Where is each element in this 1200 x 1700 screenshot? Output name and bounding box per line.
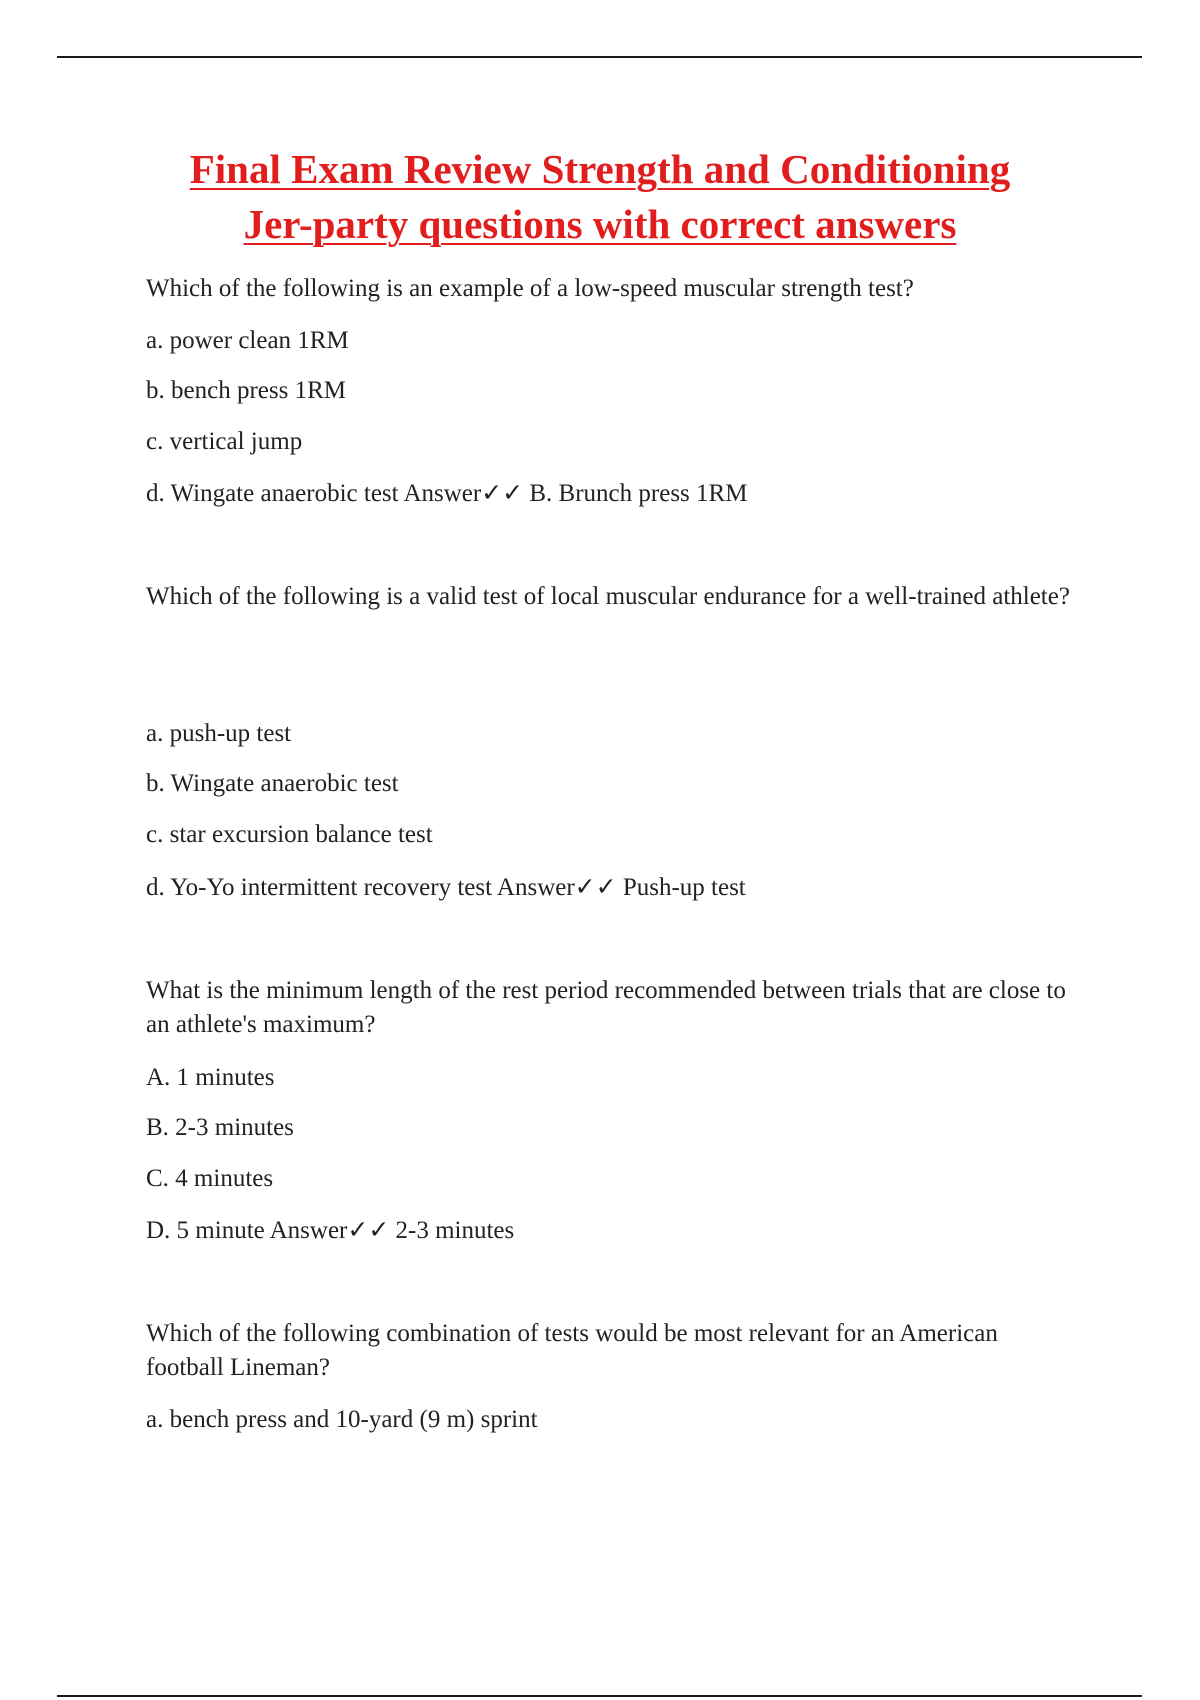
question-3-option-c: C. 4 minutes <box>146 1165 274 1192</box>
question-2-option-c: c. star excursion balance test <box>146 821 433 848</box>
question-1-option-c: c. vertical jump <box>146 428 303 455</box>
title-line-2: Jer-party questions with correct answers <box>243 201 957 247</box>
bottom-rule <box>57 1695 1142 1697</box>
question-4-option-a: a. bench press and 10-yard (9 m) sprint <box>146 1406 538 1433</box>
question-1-option-a: a. power clean 1RM <box>146 327 349 354</box>
question-3-option-b: B. 2-3 minutes <box>146 1114 294 1141</box>
question-1-text: Which of the following is an example of a low-speed muscular strength test? <box>146 275 914 302</box>
question-1-option-d-answer: d. Wingate anaerobic test Answer✓✓ B. Brunch press 1RM <box>146 480 748 507</box>
question-1-option-b: b. bench press 1RM <box>146 377 346 404</box>
question-2-option-a: a. push-up test <box>146 720 292 747</box>
top-rule <box>57 56 1142 58</box>
question-3-option-d-answer: D. 5 minute Answer✓✓ 2-3 minutes <box>146 1217 515 1244</box>
question-2-option-d-answer: d. Yo-Yo intermittent recovery test Answer✓✓ Push-up test <box>146 874 746 901</box>
question-2-option-b: b. Wingate anaerobic test <box>146 770 399 797</box>
title-line-1: Final Exam Review Strength and Conditioning <box>189 146 1011 192</box>
question-2-text: Which of the following is a valid test of local muscular endurance for a well-trained athlete? <box>146 583 1070 610</box>
question-3-text: What is the minimum length of the rest period recommended between trials that are close to an athlete's maximum? <box>146 977 1066 1038</box>
page-title <box>100 142 1100 252</box>
question-3-option-a: A. 1 minutes <box>146 1064 275 1091</box>
question-4-text: Which of the following combination of tests would be most relevant for an American football Lineman? <box>146 1320 998 1381</box>
